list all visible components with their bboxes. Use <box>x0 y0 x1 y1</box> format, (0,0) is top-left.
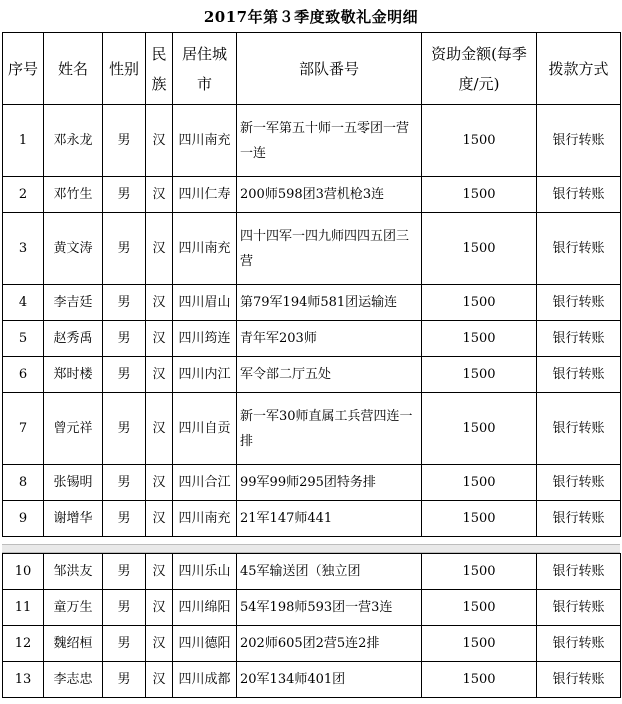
cell-ethnic: 汉 <box>146 213 173 285</box>
table-row <box>3 321 621 357</box>
table-row <box>3 626 621 662</box>
cell-unit: 军令部二厅五处 <box>237 357 422 393</box>
honorarium-table-continued <box>2 553 621 698</box>
cell-unit: 21军147师441 <box>237 501 422 537</box>
cell-ethnic: 汉 <box>146 321 173 357</box>
cell-city: 四川绵阳 <box>173 590 237 626</box>
cell-name: 李吉廷 <box>44 285 103 321</box>
cell-ethnic: 汉 <box>146 285 173 321</box>
page-title: 2017年第３季度致敬礼金明细 <box>203 8 419 26</box>
cell-gender: 男 <box>103 465 146 501</box>
cell-unit: 202师605团2营5连2排 <box>237 626 422 662</box>
cell-no: 9 <box>3 501 44 537</box>
cell-gender: 男 <box>103 393 146 465</box>
cell-unit: 200师598团3营机枪3连 <box>237 177 422 213</box>
cell-method: 银行转账 <box>537 501 621 537</box>
page-break-divider <box>2 544 620 553</box>
cell-city: 四川仁寿 <box>173 177 237 213</box>
header-unit: 部队番号 <box>237 33 422 105</box>
cell-gender: 男 <box>103 662 146 698</box>
cell-no: 2 <box>3 177 44 213</box>
cell-ethnic: 汉 <box>146 105 173 177</box>
honorarium-table <box>2 32 621 537</box>
cell-city: 四川乐山 <box>173 554 237 590</box>
cell-no: 6 <box>3 357 44 393</box>
cell-unit: 20军134师401团 <box>237 662 422 698</box>
cell-method: 银行转账 <box>537 177 621 213</box>
table-row <box>3 501 621 537</box>
cell-city: 四川筠连 <box>173 321 237 357</box>
table-row <box>3 393 621 465</box>
cell-amount: 1500 <box>422 662 537 698</box>
cell-gender: 男 <box>103 321 146 357</box>
table-row <box>3 554 621 590</box>
cell-no: 5 <box>3 321 44 357</box>
cell-ethnic: 汉 <box>146 393 173 465</box>
table-row <box>3 590 621 626</box>
cell-no: 7 <box>3 393 44 465</box>
cell-gender: 男 <box>103 357 146 393</box>
cell-name: 赵秀禹 <box>44 321 103 357</box>
cell-name: 邓竹生 <box>44 177 103 213</box>
cell-unit: 新一军第五十师一五零团一营一连 <box>237 105 422 177</box>
cell-amount: 1500 <box>422 285 537 321</box>
cell-amount: 1500 <box>422 321 537 357</box>
cell-gender: 男 <box>103 554 146 590</box>
cell-method: 银行转账 <box>537 357 621 393</box>
cell-name: 邹洪友 <box>44 554 103 590</box>
cell-amount: 1500 <box>422 626 537 662</box>
header-gender: 性别 <box>103 33 146 105</box>
cell-amount: 1500 <box>422 393 537 465</box>
header-row <box>3 33 621 105</box>
cell-city: 四川南充 <box>173 501 237 537</box>
cell-amount: 1500 <box>422 554 537 590</box>
cell-city: 四川南充 <box>173 105 237 177</box>
cell-name: 曾元祥 <box>44 393 103 465</box>
cell-unit: 四十四军一四九师四四五团三营 <box>237 213 422 285</box>
cell-amount: 1500 <box>422 590 537 626</box>
cell-gender: 男 <box>103 590 146 626</box>
cell-ethnic: 汉 <box>146 626 173 662</box>
cell-method: 银行转账 <box>537 285 621 321</box>
cell-method: 银行转账 <box>537 213 621 285</box>
cell-amount: 1500 <box>422 465 537 501</box>
cell-no: 13 <box>3 662 44 698</box>
cell-amount: 1500 <box>422 105 537 177</box>
cell-city: 四川南充 <box>173 213 237 285</box>
cell-ethnic: 汉 <box>146 501 173 537</box>
header-city: 居住城市 <box>173 33 237 105</box>
cell-unit: 新一军30师直属工兵营四连一排 <box>237 393 422 465</box>
header-no: 序号 <box>3 33 44 105</box>
table-row <box>3 177 621 213</box>
cell-city: 四川德阳 <box>173 626 237 662</box>
table-row <box>3 285 621 321</box>
cell-method: 银行转账 <box>537 393 621 465</box>
cell-no: 10 <box>3 554 44 590</box>
cell-method: 银行转账 <box>537 321 621 357</box>
cell-no: 4 <box>3 285 44 321</box>
cell-ethnic: 汉 <box>146 357 173 393</box>
table-row <box>3 662 621 698</box>
cell-name: 郑时楼 <box>44 357 103 393</box>
cell-name: 谢增华 <box>44 501 103 537</box>
cell-city: 四川内江 <box>173 357 237 393</box>
cell-city: 四川成都 <box>173 662 237 698</box>
cell-amount: 1500 <box>422 177 537 213</box>
cell-amount: 1500 <box>422 501 537 537</box>
header-ethnic: 民族 <box>146 33 173 105</box>
cell-no: 8 <box>3 465 44 501</box>
cell-gender: 男 <box>103 626 146 662</box>
cell-gender: 男 <box>103 285 146 321</box>
cell-unit: 青年军203师 <box>237 321 422 357</box>
cell-method: 银行转账 <box>537 626 621 662</box>
cell-unit: 第79军194师581团运输连 <box>237 285 422 321</box>
cell-method: 银行转账 <box>537 465 621 501</box>
cell-no: 12 <box>3 626 44 662</box>
table-row <box>3 357 621 393</box>
cell-ethnic: 汉 <box>146 662 173 698</box>
cell-name: 黄文涛 <box>44 213 103 285</box>
cell-gender: 男 <box>103 213 146 285</box>
cell-name: 张锡明 <box>44 465 103 501</box>
cell-gender: 男 <box>103 501 146 537</box>
cell-method: 银行转账 <box>537 590 621 626</box>
cell-name: 李志忠 <box>44 662 103 698</box>
cell-city: 四川自贡 <box>173 393 237 465</box>
cell-no: 3 <box>3 213 44 285</box>
cell-method: 银行转账 <box>537 105 621 177</box>
cell-unit: 45军输送团（独立团 <box>237 554 422 590</box>
header-name: 姓名 <box>44 33 103 105</box>
cell-ethnic: 汉 <box>146 465 173 501</box>
cell-name: 童万生 <box>44 590 103 626</box>
cell-city: 四川合江 <box>173 465 237 501</box>
cell-unit: 54军198师593团一营3连 <box>237 590 422 626</box>
cell-amount: 1500 <box>422 213 537 285</box>
cell-city: 四川眉山 <box>173 285 237 321</box>
header-method: 拨款方式 <box>537 33 621 105</box>
cell-name: 邓永龙 <box>44 105 103 177</box>
cell-ethnic: 汉 <box>146 554 173 590</box>
table-row <box>3 105 621 177</box>
cell-ethnic: 汉 <box>146 177 173 213</box>
cell-method: 银行转账 <box>537 554 621 590</box>
cell-gender: 男 <box>103 105 146 177</box>
cell-unit: 99军99师295团特务排 <box>237 465 422 501</box>
cell-no: 11 <box>3 590 44 626</box>
cell-gender: 男 <box>103 177 146 213</box>
cell-ethnic: 汉 <box>146 590 173 626</box>
cell-amount: 1500 <box>422 357 537 393</box>
cell-method: 银行转账 <box>537 662 621 698</box>
header-amount: 资助金额(每季度/元) <box>422 33 537 105</box>
cell-name: 魏绍桓 <box>44 626 103 662</box>
table-row <box>3 213 621 285</box>
cell-no: 1 <box>3 105 44 177</box>
table-row <box>3 465 621 501</box>
